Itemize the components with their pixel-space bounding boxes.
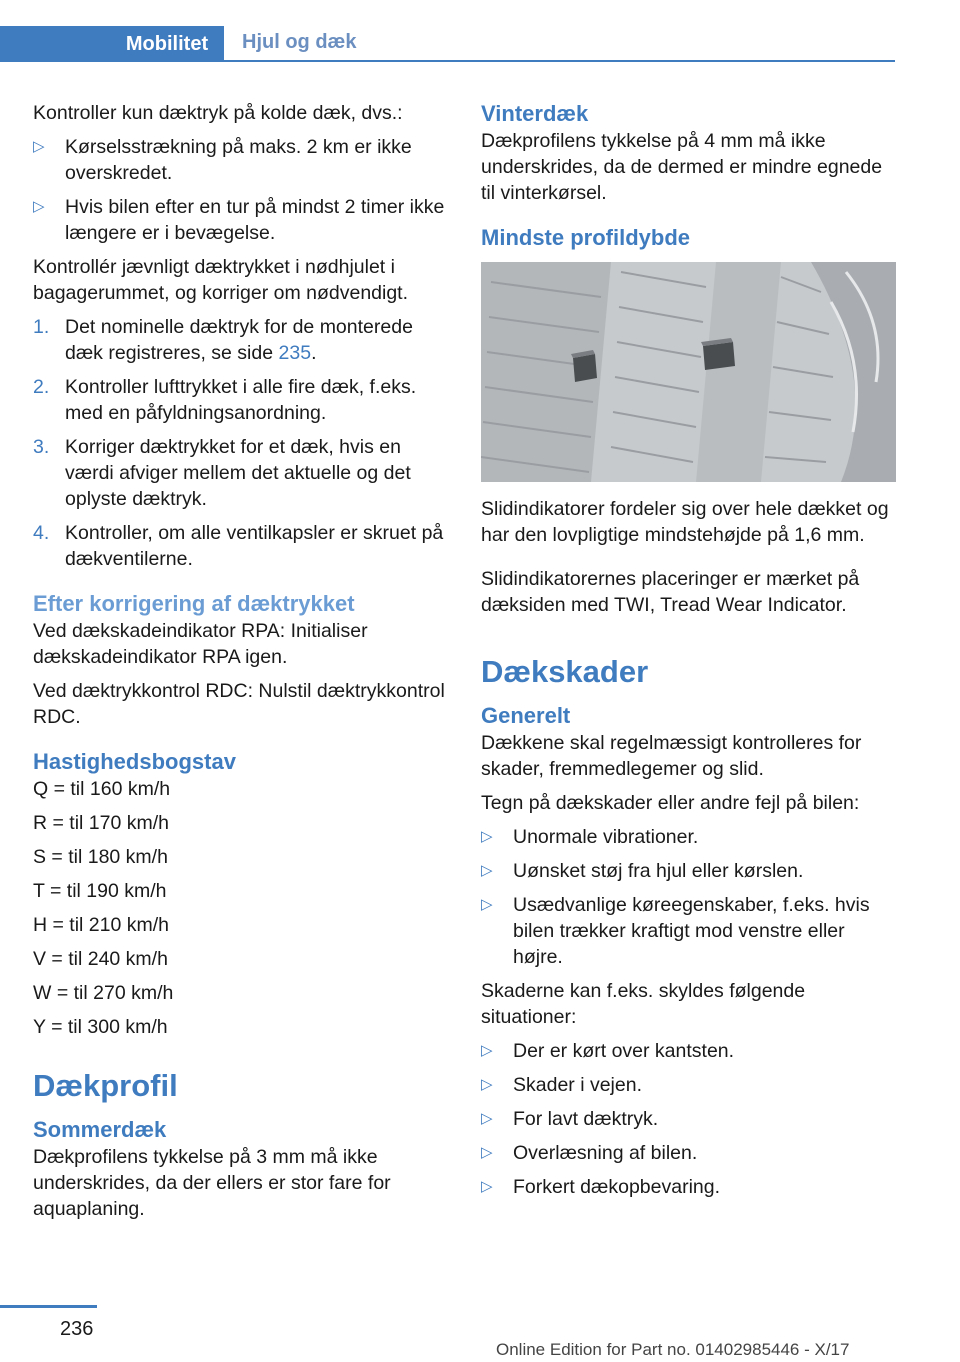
section-tab-mobilitet[interactable] [0,26,224,62]
list-item-text: Skader i vejen. [513,1074,642,1096]
footer-accent-line [0,1305,97,1308]
list-item-text: Usædvanlige køreegenskaber, f.eks. hvis bilen trækker kraftigt mod venstre eller højre. [513,894,870,968]
list-item [481,1038,896,1064]
step-number: 4. [33,522,50,544]
list-item-text: Kørselsstrækning på maks. 2 km er ikke overskredet. [65,136,412,184]
list-item [481,824,896,850]
summer-tyres-heading: Sommerdæk [33,1117,167,1142]
speed-item: W = til 270 km/h [33,982,174,1004]
after-correction-heading: Efter korrigering af dæktrykket [33,591,355,616]
speed-item: Y = til 300 km/h [33,1016,168,1038]
min-tread-depth-heading: Mindste profildybde [481,225,690,250]
chapter-tab-hjul-og-daek[interactable] [224,26,895,62]
list-item-text: Forkert dækopbevaring. [513,1176,721,1198]
edition-text: Online Edition for Part no. 01402985446 - X/17 [496,1340,850,1359]
step-text-tail: . [311,342,317,364]
list-item [481,858,896,884]
tyre-damage-heading: Dækskader [481,654,649,689]
right-column [481,100,896,1208]
wear-indicator-text: Slidindikatorer fordeler sig over hele dækket og har den lovpligtige mindstehøjde på 1,6 mm. [481,498,889,546]
step-number: 3. [33,436,50,458]
tread-wear-indicator-illustration [481,262,896,482]
intro-text: Kontroller kun dæktryk på kolde dæk, dvs.: [33,102,403,124]
summer-tyres-text: Dækprofilens tykkelse på 3 mm må ikke underskrides, da der ellers er stor fare for aquaplaning. [33,1146,391,1220]
list-item-text: Der er kørt over kantsten. [513,1040,735,1062]
speed-item: S = til 180 km/h [33,846,168,868]
bullet-triangle-icon: ▷ [481,1042,493,1059]
left-column [33,100,448,1230]
page-number: 236 [60,1318,94,1340]
list-item-text: Hvis bilen efter en tur på mindst 2 timer ikke længere er i bevægelse. [65,196,445,244]
section-tab-label: Mobilitet [125,32,209,55]
list-item [481,1174,896,1200]
step-item [33,314,448,366]
step-item [33,520,448,572]
list-item-text: For lavt dæktryk. [513,1108,659,1130]
step-text: Korriger dæktrykket for et dæk, hvis en værdi afviger mellem det aktuelle og det oplyste dæktryk. [65,436,411,510]
bullet-triangle-icon: ▷ [481,1110,493,1127]
bullet-triangle-icon: ▷ [481,862,493,879]
tread-profile-heading: Dækprofil [33,1068,178,1103]
page-header [0,26,895,62]
list-item [481,1106,896,1132]
twi-text: Slidindikatorernes placeringer er mærket på dæksiden med TWI, Tread Wear Indicator. [481,568,860,616]
list-item [33,194,448,246]
list-item [481,892,896,970]
page-reference-link[interactable]: 235 [278,342,312,364]
bullet-triangle-icon: ▷ [481,896,493,913]
chapter-tab-label: Hjul og dæk [242,31,357,53]
step-item [33,374,448,426]
list-item [481,1072,896,1098]
step-number: 1. [33,316,50,338]
speed-item: Q = til 160 km/h [33,778,171,800]
bullet-triangle-icon: ▷ [33,198,45,215]
step-text: Kontroller lufttrykket i alle fire dæk, f.eks. med en påfyldningsanordning. [65,376,417,424]
speed-letter-heading: Hastighedsbogstav [33,749,236,774]
bullet-triangle-icon: ▷ [481,828,493,845]
bullet-triangle-icon: ▷ [33,138,45,155]
spare-wheel-text: Kontrollér jævnligt dæktrykket i nødhjulet i bagagerummet, og korriger om nødvendigt. [33,256,409,304]
causes-intro-text: Skaderne kan f.eks. skyldes følgende situationer: [481,980,806,1028]
list-item-text: Overlæsning af bilen. [513,1142,698,1164]
rdc-text: Ved dæktrykkontrol RDC: Nulstil dæktrykkontrol RDC. [33,680,445,728]
step-text: Kontroller, om alle ventilkapsler er skruet på dækventilerne. [65,522,444,570]
step-item [33,434,448,512]
speed-item: T = til 190 km/h [33,880,167,902]
bullet-triangle-icon: ▷ [481,1178,493,1195]
step-text [65,314,448,366]
general-heading: Generelt [481,703,571,728]
bullet-triangle-icon: ▷ [481,1144,493,1161]
bullet-triangle-icon: ▷ [481,1076,493,1093]
rpa-text: Ved dækskadeindikator RPA: Initialiser dækskadeindikator RPA igen. [33,620,368,668]
winter-tyres-heading: Vinterdæk [481,101,589,126]
speed-item: R = til 170 km/h [33,812,170,834]
list-item [481,1140,896,1166]
step-number: 2. [33,376,50,398]
list-item [33,134,448,186]
general-text: Dækkene skal regelmæssigt kontrolleres for skader, fremmedlegemer og slid. [481,732,862,780]
speed-item: H = til 210 km/h [33,914,170,936]
list-item-text: Uønsket støj fra hjul eller kørslen. [513,860,804,882]
speed-item: V = til 240 km/h [33,948,168,970]
signs-intro-text: Tegn på dækskader eller andre fejl på bilen: [481,792,860,814]
step-text-body: Det nominelle dæktryk for de monterede dæk registreres, se side [65,316,413,364]
list-item-text: Unormale vibrationer. [513,826,699,848]
winter-tyres-text: Dækprofilens tykkelse på 4 mm må ikke underskrides, da de dermed er mindre egnede til vinterkørsel. [481,130,883,204]
